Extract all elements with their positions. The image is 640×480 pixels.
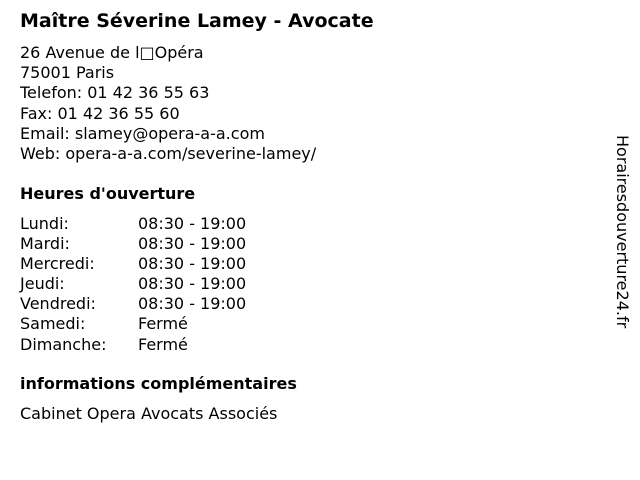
additional-info-text: Cabinet Opera Avocats Associés: [20, 404, 278, 423]
hours-day: Dimanche:: [20, 334, 107, 354]
opening-hours-heading: Heures d'ouverture: [20, 184, 196, 203]
hours-row-thursday: [20, 274, 246, 294]
hours-row-monday: [20, 214, 246, 234]
contact-block: [20, 43, 316, 164]
hours-day: Lundi:: [20, 214, 69, 233]
hours-time: 08:30 - 19:00: [138, 214, 247, 233]
additional-info-heading: informations complémentaires: [20, 374, 297, 393]
phone-number: Telefon: 01 42 36 55 63: [20, 83, 210, 103]
hours-day: Jeudi:: [20, 274, 65, 294]
hours-row-sunday: [20, 335, 246, 355]
hours-row-wednesday: [20, 254, 246, 274]
address-city: 75001 Paris: [20, 63, 115, 83]
site-watermark: Horairesdouverture24.fr: [613, 135, 632, 329]
hours-row-friday: [20, 294, 246, 314]
hours-time: Fermé: [138, 334, 188, 354]
hours-day: Samedi:: [20, 314, 86, 334]
hours-time: Fermé: [138, 314, 188, 334]
hours-day: Vendredi:: [20, 294, 96, 314]
page-title: Maître Séverine Lamey - Avocate: [20, 10, 374, 32]
hours-time: 08:30 - 19:00: [138, 274, 247, 294]
hours-time: 08:30 - 19:00: [138, 294, 247, 314]
fax-number: Fax: 01 42 36 55 60: [20, 103, 180, 123]
website-url: Web: opera-a-a.com/severine-lamey/: [20, 144, 317, 164]
hours-day: Mardi:: [20, 234, 70, 254]
hours-time: 08:30 - 19:00: [138, 254, 247, 274]
hours-row-saturday: [20, 314, 246, 334]
hours-row-tuesday: [20, 234, 246, 254]
address-street: 26 Avenue de l□Opéra: [20, 43, 204, 62]
hours-time: 08:30 - 19:00: [138, 234, 247, 254]
opening-hours-table: [20, 214, 246, 355]
email-address: Email: slamey@opera-a-a.com: [20, 123, 265, 143]
hours-day: Mercredi:: [20, 254, 95, 274]
